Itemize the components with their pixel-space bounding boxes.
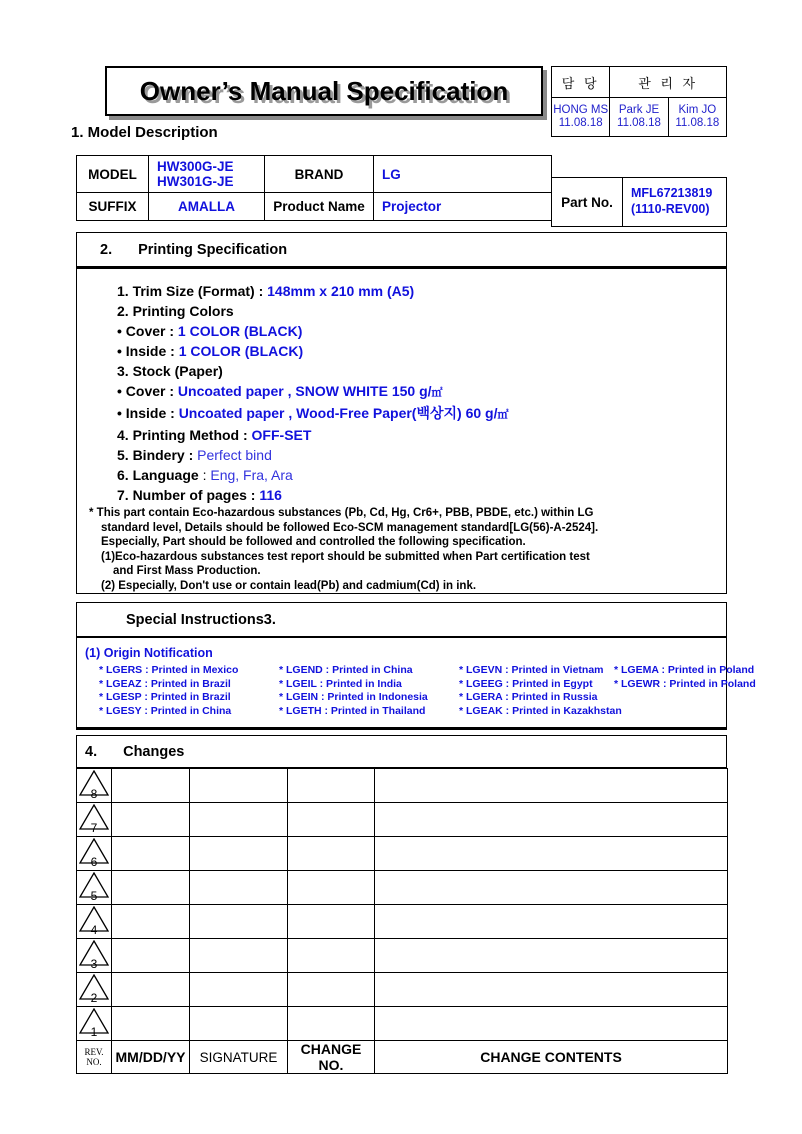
spec-language [117, 465, 509, 485]
part-no-table [551, 177, 727, 227]
product-name-label: Product Name [265, 193, 374, 221]
origin-item: * LGEIN : Printed in Indonesia [279, 691, 428, 703]
revision-signature-cell[interactable] [190, 1007, 288, 1041]
revision-signature-cell[interactable] [190, 871, 288, 905]
origin-item [614, 705, 749, 719]
spec-inside-stock [117, 403, 509, 425]
spec-language-value: Eng, Fra, Ara [210, 467, 293, 483]
revision-date-cell[interactable] [112, 769, 190, 803]
model-value-line-1: HW300G-JE [157, 159, 234, 174]
spec-cover-stock-value: Uncoated paper , SNOW WHITE 150 g/ [177, 383, 432, 399]
revision-number: 3 [90, 957, 98, 971]
approval-signer-2 [610, 98, 668, 137]
footer-rev-no-line-1: REV. [84, 1047, 104, 1057]
table-row[interactable] [77, 1007, 728, 1041]
spec-cover-colors-value: 1 COLOR (BLACK) [177, 323, 303, 339]
footer-change-no-header: CHANGE NO. [288, 1041, 375, 1074]
revision-date-cell[interactable] [112, 973, 190, 1007]
origin-item: * LGERA : Printed in Russia [459, 691, 598, 703]
revision-marker-cell [77, 1007, 112, 1041]
product-name-value: Projector [374, 193, 552, 221]
table-row[interactable] [77, 803, 728, 837]
approval-signer-2-date: 11.08.18 [617, 117, 661, 129]
approval-signer-row [552, 98, 727, 137]
section-4-header-bar [76, 735, 727, 769]
footer-date-header: MM/DD/YY [112, 1041, 190, 1074]
revision-marker-cell [77, 939, 112, 973]
printing-specification-body [76, 269, 727, 594]
printing-spec-list [117, 281, 509, 505]
revision-contents-cell[interactable] [375, 973, 728, 1007]
revision-contents-cell[interactable] [375, 837, 728, 871]
footer-rev-no-line-2: NO. [86, 1057, 102, 1067]
spec-cover-stock-label: • Cover : [117, 383, 178, 399]
eco-hazard-note [89, 506, 598, 593]
revision-contents-cell[interactable] [375, 871, 728, 905]
origin-item: * LGEAK : Printed in Kazakhstan [459, 704, 622, 717]
revision-triangle-icon [79, 906, 109, 937]
special-instructions-body [76, 638, 756, 730]
table-row[interactable] [77, 905, 728, 939]
revision-triangle-icon [79, 838, 109, 869]
spec-cover-colors-label: • Cover : [117, 323, 178, 339]
revision-change-no-cell[interactable] [288, 769, 375, 803]
revision-triangle-icon [79, 804, 109, 835]
origin-item: * LGEWR : Printed in Poland [614, 677, 756, 690]
spec-pages [117, 485, 509, 505]
revision-marker-cell [77, 803, 112, 837]
spec-inside-stock-label: • Inside : [117, 405, 179, 421]
revision-triangle-icon [79, 974, 109, 1005]
approval-col-charge-header: 담 당 [552, 67, 610, 98]
section-2-header-bar [76, 232, 727, 269]
model-value [149, 156, 265, 193]
spec-cover-stock [117, 381, 509, 403]
revision-signature-cell[interactable] [190, 837, 288, 871]
approval-signer-1-date: 11.08.18 [558, 117, 603, 129]
brand-value: LG [374, 156, 552, 193]
revision-triangle-icon [79, 770, 109, 801]
revision-contents-cell[interactable] [375, 803, 728, 837]
part-no-row [552, 178, 727, 227]
revision-number: 5 [90, 889, 98, 903]
revision-number: 7 [90, 821, 98, 835]
spec-printing-method-label: 4. Printing Method : [117, 427, 252, 443]
spec-pages-label: 7. Number of pages : [117, 487, 260, 503]
revision-signature-cell[interactable] [190, 973, 288, 1007]
revision-signature-cell[interactable] [190, 905, 288, 939]
approval-signer-2-name: Park JE [618, 103, 660, 116]
eco-note-line-6: (2) Especially, Don't use or contain lead(Pb) and cadmium(Cd) in ink. [101, 579, 477, 592]
section-4-number: 4. [85, 743, 98, 760]
changes-table [76, 768, 728, 1074]
spec-cover-stock-unit: ㎡ [431, 387, 443, 399]
revision-date-cell[interactable] [112, 803, 190, 837]
section-3-header-bar [76, 602, 727, 639]
table-row[interactable] [77, 939, 728, 973]
spec-bindery-label: 5. Bindery : [117, 447, 198, 463]
part-no-value-line-2: (1110-REV00) [631, 202, 710, 216]
revision-change-no-cell[interactable] [288, 837, 375, 871]
spec-printing-colors-heading: 2. Printing Colors [117, 303, 234, 319]
revision-change-no-cell[interactable] [288, 803, 375, 837]
revision-change-no-cell[interactable] [288, 973, 375, 1007]
spec-printing-method [117, 425, 509, 445]
spec-stock-heading: 3. Stock (Paper) [117, 363, 223, 379]
revision-number: 1 [90, 1025, 98, 1039]
revision-change-no-cell[interactable] [288, 939, 375, 973]
suffix-label: SUFFIX [77, 193, 149, 221]
model-row [77, 156, 552, 193]
revision-marker-cell [77, 837, 112, 871]
origin-item: * LGETH : Printed in Thailand [279, 704, 426, 717]
section-2-number: 2. [100, 241, 113, 258]
revision-contents-cell[interactable] [375, 1007, 728, 1041]
spec-bindery [117, 445, 509, 465]
model-value-line-2: HW301G-JE [157, 174, 234, 189]
part-no-value [623, 178, 727, 227]
spec-inside-stock-value: Uncoated paper , Wood-Free Paper(백상지) 60 g/ [178, 405, 498, 421]
table-row[interactable] [77, 837, 728, 871]
revision-number: 2 [90, 991, 98, 1005]
spec-language-label: 6. Language [117, 467, 199, 483]
origin-item: * LGERS : Printed in Mexico [99, 664, 239, 676]
suffix-row [77, 193, 552, 221]
spec-language-separator: : [198, 467, 211, 483]
origin-item: * LGEND : Printed in China [279, 664, 413, 676]
revision-marker-cell [77, 769, 112, 803]
revision-signature-cell[interactable] [190, 803, 288, 837]
spec-pages-value: 116 [259, 487, 282, 503]
origin-item: * LGEAZ : Printed in Brazil [99, 677, 231, 690]
spec-trim-size-label: 1. Trim Size (Format) : [117, 283, 268, 299]
revision-triangle-icon [79, 940, 109, 971]
origin-item: * LGESY : Printed in China [99, 704, 232, 717]
model-description-table [76, 155, 552, 221]
eco-note-line-2: standard level, Details should be followed Eco-SCM management standard[LG(56)-A-2524]. [101, 521, 599, 534]
revision-signature-cell[interactable] [190, 769, 288, 803]
approval-table [551, 66, 727, 137]
approval-signer-3 [668, 98, 726, 137]
revision-date-cell[interactable] [112, 871, 190, 905]
spec-bindery-value: Perfect bind [197, 447, 272, 463]
revision-triangle-icon [79, 872, 109, 903]
approval-signer-3-date: 11.08.18 [675, 117, 720, 129]
table-row[interactable] [77, 973, 728, 1007]
revision-number: 4 [90, 923, 98, 937]
revision-contents-cell[interactable] [375, 769, 728, 803]
eco-note-line-3: Especially, Part should be followed and controlled the following specification. [101, 536, 526, 548]
model-label: MODEL [77, 156, 149, 193]
revision-marker-cell [77, 905, 112, 939]
brand-label: BRAND [265, 156, 374, 193]
revision-contents-cell[interactable] [375, 905, 728, 939]
section-4-heading: Changes [123, 743, 185, 760]
approval-signer-1-name: HONG MS [553, 103, 609, 116]
revision-change-no-cell[interactable] [288, 1007, 375, 1041]
table-row[interactable] [77, 769, 728, 803]
revision-change-no-cell[interactable] [288, 905, 375, 939]
suffix-value: AMALLA [149, 193, 265, 221]
origin-item [614, 691, 749, 705]
section-3-heading: Special Instructions3. [126, 611, 276, 628]
part-no-label: Part No. [552, 178, 623, 227]
revision-contents-cell[interactable] [375, 939, 728, 973]
origin-item: * LGEVN : Printed in Vietnam [459, 664, 604, 676]
section-2-heading: Printing Specification [138, 241, 288, 258]
table-row[interactable] [77, 871, 728, 905]
revision-number: 6 [90, 855, 98, 869]
page-title: Owner’s Manual Specification [139, 75, 509, 106]
revision-marker-cell [77, 973, 112, 1007]
revision-marker-cell [77, 871, 112, 905]
revision-date-cell[interactable] [112, 1007, 190, 1041]
origin-item: * LGEIL : Printed in India [279, 677, 402, 690]
origin-item: * LGESP : Printed in Brazil [99, 691, 231, 703]
spec-cover-colors [117, 321, 509, 341]
origin-notification-list [99, 664, 756, 718]
revision-change-no-cell[interactable] [288, 871, 375, 905]
footer-change-contents-header: CHANGE CONTENTS [375, 1041, 728, 1074]
eco-note-line-5: and First Mass Production. [113, 565, 261, 577]
approval-col-manager-header: 관 리 자 [610, 67, 727, 98]
revision-number: 8 [90, 787, 98, 801]
approval-header-row [552, 67, 727, 98]
spec-inside-colors-label: • Inside : [117, 343, 179, 359]
spec-printing-method-value: OFF-SET [251, 427, 312, 443]
revision-date-cell[interactable] [112, 837, 190, 871]
origin-item: * LGEEG : Printed in Egypt [459, 677, 593, 690]
revision-date-cell[interactable] [112, 939, 190, 973]
approval-signer-3-name: Kim JO [678, 103, 717, 116]
origin-item: * LGEMA : Printed in Poland [614, 664, 755, 676]
part-no-value-line-1: MFL67213819 [631, 186, 713, 201]
revision-date-cell[interactable] [112, 905, 190, 939]
footer-signature-header: SIGNATURE [190, 1041, 288, 1074]
spec-inside-colors [117, 341, 509, 361]
spec-trim-size [117, 281, 509, 301]
section-1-heading: 1. Model Description [71, 124, 218, 141]
changes-table-footer-row [77, 1041, 728, 1074]
document-title-box [105, 66, 543, 116]
revision-triangle-icon [79, 1008, 109, 1039]
eco-note-line-1: * This part contain Eco-hazardous substances (Pb, Cd, Hg, Cr6+, PBB, PBDE, etc.) within LG [89, 507, 594, 519]
spec-trim-size-value: 148mm x 210 mm (A5) [267, 283, 415, 299]
origin-notification-title: (1) Origin Notification [85, 646, 213, 660]
eco-note-line-4: (1)Eco-hazardous substances test report should be submitted when Part certification test [101, 550, 590, 563]
approval-signer-1 [552, 98, 610, 137]
spec-inside-stock-unit: ㎡ [497, 409, 509, 421]
spec-inside-colors-value: 1 COLOR (BLACK) [178, 343, 304, 359]
revision-signature-cell[interactable] [190, 939, 288, 973]
